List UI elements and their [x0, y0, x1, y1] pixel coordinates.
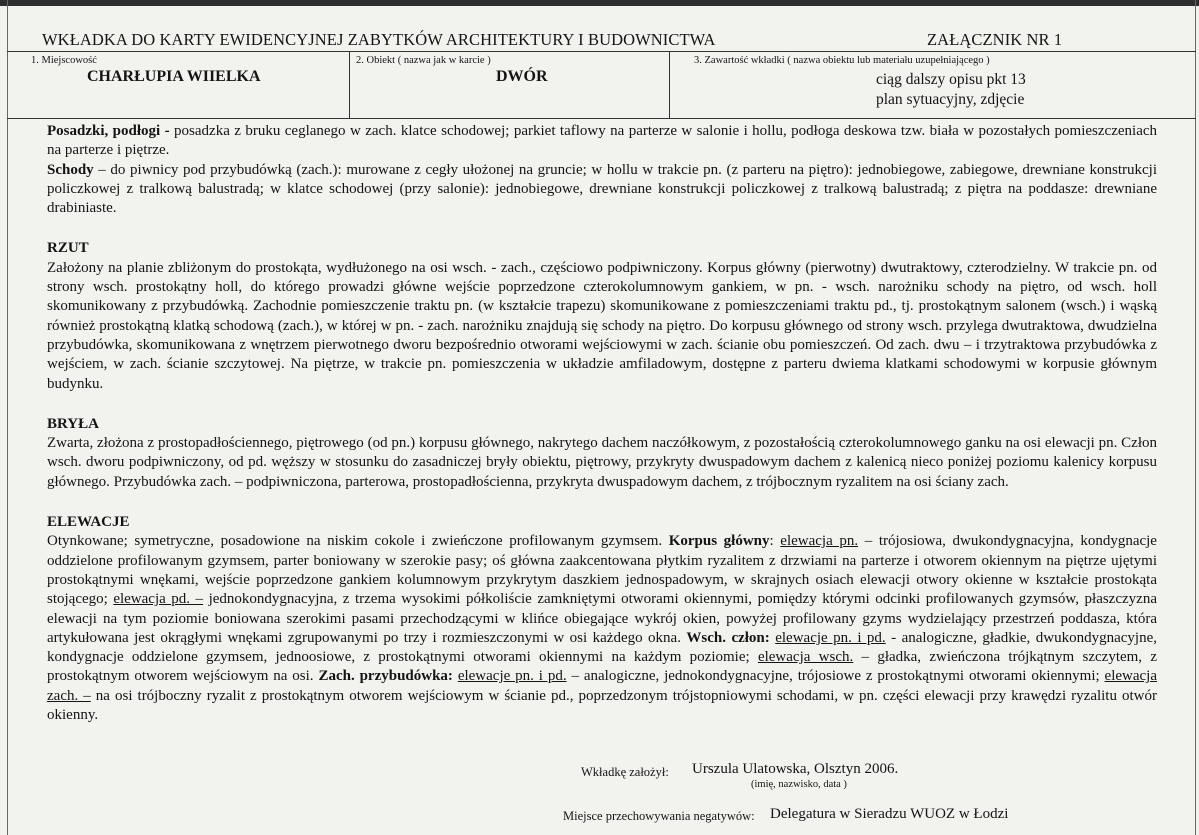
north-elevation-label: elewacja pn. [780, 533, 859, 550]
document-title: WKŁADKA DO KARTY EWIDENCYJNEJ ZABYTKÓW ARCHITEKTURY I BUDOWNICTWA [42, 30, 716, 49]
contents-line-2: plan sytuacyjny, zdjęcie [876, 91, 1025, 108]
elev-text-6: - analogiczne, gładkie, dwukondygnacyjne, kondygnacje oddzielone gzymsem, jednoosiowe, z prostokątnymi otworami okiennymi na każdym poziomie; [47, 629, 1157, 666]
west-annex-heading: Zach. przybudówka: [318, 668, 453, 685]
south-elevation-label: elewacja pd. – [113, 591, 204, 608]
object-cell [350, 52, 670, 118]
west-elevation-label: elewacja zach. – [47, 668, 1158, 704]
stairs-paragraph [47, 161, 1157, 219]
storage-label: Miejsce przechowywania negatywów: [563, 809, 755, 823]
storage-value: Delegatura w Sieradzu WUOZ w Łodzi [770, 806, 1009, 822]
frame-right-border [1195, 0, 1196, 835]
plan-text: Założony na planie zbliżonym do prostokąta, wydłużonego na osi wsch. - zach., częściowo podpiwniczony. Korpus główny (pierwotny) dwutraktowy, czterodzielny. W trakcie pn. od strony wsch. prostokątny holl, do którego prowadzi główne wejście poprzedzone czterokolumnowym gankiem, w pn. - wsch. narożniku schody na piętro, od wsch. holl skomunikowany z przybudówką. Zachodnie pomieszczenie traktu pn. (w kształcie trapezu) skomunikowane z pomieszczeniami traktu pd., tj. prostokątnym salonem (wsch.) i wąską również prostokątną klatką schodową (zach.), w której w pn. - zach. narożniku znajdują się schody na piętro. Do korpusu głównego od strony wsch. przylega dwutraktowa, dwudzielna przybudówka, skomunikowana z wnętrzem pierwotnego dworu bezpośrednio otworami wejściowymi w zach. ścianie obu pomieszczeń. Od zach. dwu – i trzytraktowa przybudówka z wejściem, w zach. ścianie szczytowej. Na piętrze, w trakcie pn. pomieszczenia w układzie amfiladowym, dostępne z parteru dwiema klatkami schodowymi w korpusie głównym budynku. [47, 259, 1157, 392]
floors-paragraph [47, 122, 1157, 161]
author-label: Wkładkę założył: [581, 765, 669, 779]
contents-label: 3. Zawartość wkładki ( nazwa obiektu lub materiału uzupełniającego ) [694, 55, 990, 66]
elev-text-2: : [769, 533, 781, 550]
main-body-heading: Korpus główny [668, 533, 770, 550]
object-value: DWÓR [496, 68, 548, 85]
contents-line-1: ciąg dalszy opisu pkt 13 [876, 71, 1026, 88]
contents-values [876, 70, 1026, 110]
frame-left-border [7, 0, 8, 835]
author-block [0, 761, 1199, 801]
elevations-text [47, 532, 1157, 725]
elevations-heading: ELEWACJE [47, 514, 130, 531]
elev-text-7: – gładka, zwieńczona trójkątnym szczytem, z prostokątnym otworem wejściowym na osi. [47, 649, 1157, 685]
author-sublabel: (imię, nazwisko, data ) [751, 779, 847, 790]
description-body [47, 122, 1157, 725]
document-header [0, 30, 1199, 52]
metadata-table [7, 52, 1196, 118]
floors-heading: Posadzki, podłogi - [47, 123, 170, 139]
east-wing-heading: Wsch. człon: [686, 629, 770, 646]
east-elevation-label: elewacja wsch. [757, 649, 854, 666]
elev-text-3: – trójosiowa, dwukondygnacyjna, kondygnacje oddzielone profilowanym gzymsem, parter boniowany w szerokie pasy; oś główna zaakcentowana płytkim ryzalitem z drzwiami na parterze i otworem okiennym na piętrze ujętymi prostokątnymi wnękami, wejście poprzedzone gankiem kolumnowym przykrytym daszkiem jednospadowym, w skrajnych osiach elewacji otwory okienne w kształcie prostokąta stojącego; [47, 533, 1157, 608]
plan-heading: RZUT [47, 240, 89, 257]
elev-text-4: jednokondygnacyjna, z trzema wysokimi półkoliście zamkniętymi otworami okiennymi, pomiędzy którymi odcinki profilowanych gzymsów, płaszczyzna elewacji na tym poziomie boniowana szerokimi pasami przechodzącymi w klińce obiegające wykrój okien, powyżej profilowany gzyms wydzielający przestrzeń poddasza, która artykułowana jest okrągłymi wnękami zgrupowanymi po trzy i rozmieszczonymi w osi każdego okna. [47, 591, 1157, 646]
floors-text: posadzka z bruku ceglanego w zach. klatce schodowej; parkiet taflowy na parterze w salonie i hollu, podłoga deskowa tzw. biała w pozostałych pomieszczeniach na parterze i piętrze. [47, 123, 1158, 159]
west-annex-ns-elevations-label: elewacje pn. i pd. [457, 668, 567, 685]
annex-number: ZAŁĄCZNIK NR 1 [927, 30, 1063, 49]
locality-label: 1. Miejscowość [31, 55, 97, 66]
storage-block [0, 806, 1199, 826]
mass-heading: BRYŁA [47, 415, 99, 432]
author-value: Urszula Ulatowska, Olsztyn 2006. [692, 761, 899, 777]
east-wing-ns-elevations-label: elewacje pn. i pd. [775, 629, 886, 646]
object-label: 2. Obiekt ( nazwa jak w karcie ) [356, 55, 491, 66]
locality-value: CHARŁUPIA WIIELKA [87, 68, 261, 85]
metadata-divider [7, 118, 1196, 119]
stairs-text: – do piwnicy pod przybudówką (zach.): murowane z cegły ułożonej na gruncie; w hollu w trakcie pn. (z parteru na piętro): jednobiegowe, zabiegowe, drewniane konstrukcji policzkowej z tralkową balustradą; w klatce schodowej (przy salonie): jednobiegowe, drewniane konstrukcji policzkowej z tralkową balustradą; z piętra na poddasze: drewniane drabiniaste. [47, 161, 1157, 217]
mass-text: Zwarta, złożona z prostopadłościennego, piętrowego (od pn.) korpusu głównego, nakrytego dachem naczółkowym, z pozostałością czterokolumnowego ganku na osi elewacji pn. Człon wsch. dworu podpiwniczony, od pd. węższy w stosunku do zasadniczej bryły obiektu, piętrowy, przykryty dwuspadowym dachem z kalenicą nieco poniżej poziomu kalenicy korpusu głównego. Przybudówka zach. – podpiwniczona, parterowa, prostopadłościenna, przykryta dwuspadowym dachem, z trójbocznym ryzalitem na osi ściany zach. [47, 435, 1157, 490]
elev-text-10: na osi trójboczny ryzalit z prostokątnym otworem wejściowym w ścianie pd., poprzedzonym trójstopniowymi schodami, w pn. części elewacji przy krawędzi ryzalitu otwór okienny. [47, 687, 1157, 724]
contents-cell [670, 52, 1196, 118]
locality-cell [7, 52, 350, 118]
elev-text-1: Otynkowane; symetryczne, posadowione na niskim cokole i zwieńczone profilowanym gzymsem. [47, 533, 669, 550]
stairs-heading: Schody [47, 161, 94, 178]
scan-top-edge [0, 0, 1199, 6]
elev-text-9: – analogiczne, jednokondygnacyjne, trójosiowe z prostokątnymi otworami okiennymi; [566, 668, 1105, 685]
